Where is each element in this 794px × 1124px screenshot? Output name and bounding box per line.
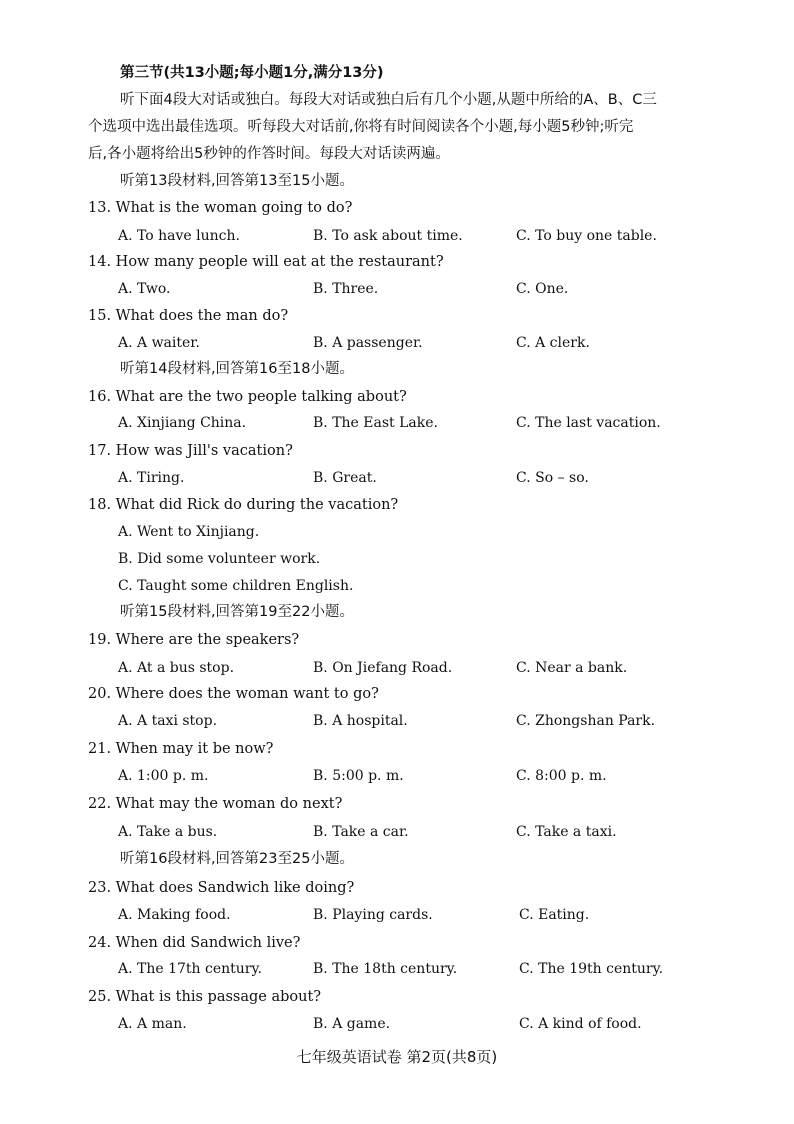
instruction-line: 个选项中选出最佳选项。听每段大对话前,你将有时间阅读各个小题,每小题5秒钟;听完 <box>88 119 634 135</box>
group-heading: 听第15段材料,回答第19至22小题。 <box>120 604 354 620</box>
option-c: C. The 19th century. <box>519 961 664 977</box>
option-c: C. The last vacation. <box>516 415 661 431</box>
question-stem: 21. When may it be now? <box>88 741 274 757</box>
group-heading: 听第14段材料,回答第16至18小题。 <box>120 361 354 377</box>
option-c: C. Taught some children English. <box>118 578 354 594</box>
option-b: B. To ask about time. <box>313 228 463 244</box>
question-stem: 22. What may the woman do next? <box>88 796 343 812</box>
option-a: A. The 17th century. <box>118 961 262 977</box>
option-b: B. 5:00 p. m. <box>313 768 404 784</box>
question-stem: 15. What does the man do? <box>88 308 289 324</box>
option-b: B. The 18th century. <box>313 961 458 977</box>
option-a: A. A taxi stop. <box>118 713 218 729</box>
question-stem: 18. What did Rick do during the vacation? <box>88 497 399 513</box>
option-a: A. Tiring. <box>118 470 185 486</box>
option-b: B. Three. <box>313 281 379 297</box>
option-c: C. So – so. <box>516 470 589 486</box>
option-b: B. A passenger. <box>313 335 423 351</box>
instruction-line: 听下面4段大对话或独白。每段大对话或独白后有几个小题,从题中所给的A、B、C三 <box>120 92 657 108</box>
option-c: C. One. <box>516 281 569 297</box>
option-b: B. Playing cards. <box>313 907 433 923</box>
question-stem: 14. How many people will eat at the restaurant? <box>88 254 444 270</box>
option-c: C. Zhongshan Park. <box>516 713 656 729</box>
option-a: A. A man. <box>118 1016 187 1032</box>
option-a: A. A waiter. <box>118 335 200 351</box>
option-c: C. Take a taxi. <box>516 824 617 840</box>
question-stem: 25. What is this passage about? <box>88 989 322 1005</box>
option-b: B. A hospital. <box>313 713 408 729</box>
option-c: C. A clerk. <box>516 335 590 351</box>
group-heading: 听第13段材料,回答第13至15小题。 <box>120 173 354 189</box>
option-c: C. Near a bank. <box>516 660 628 676</box>
option-a: A. Two. <box>118 281 171 297</box>
option-a: A. Making food. <box>118 907 231 923</box>
option-c: C. Eating. <box>519 907 590 923</box>
question-stem: 24. When did Sandwich live? <box>88 935 301 951</box>
option-b: B. A game. <box>313 1016 391 1032</box>
option-b: B. On Jiefang Road. <box>313 660 453 676</box>
section-title: 第三节(共13小题;每小题1分,满分13分) <box>120 65 384 81</box>
option-a: A. Xinjiang China. <box>118 415 247 431</box>
option-c: C. A kind of food. <box>519 1016 642 1032</box>
question-stem: 19. Where are the speakers? <box>88 632 300 648</box>
group-heading: 听第16段材料,回答第23至25小题。 <box>120 851 354 867</box>
question-stem: 13. What is the woman going to do? <box>88 200 353 216</box>
option-a: A. 1:00 p. m. <box>118 768 209 784</box>
option-b: B. Take a car. <box>313 824 409 840</box>
question-stem: 16. What are the two people talking about? <box>88 389 407 405</box>
option-a: A. At a bus stop. <box>118 660 235 676</box>
option-a: A. Went to Xinjiang. <box>118 524 260 540</box>
option-a: A. To have lunch. <box>118 228 240 244</box>
question-stem: 20. Where does the woman want to go? <box>88 686 379 702</box>
option-c: C. 8:00 p. m. <box>516 768 607 784</box>
instruction-line: 后,各小题将给出5秒钟的作答时间。每段大对话读两遍。 <box>88 146 450 162</box>
question-stem: 23. What does Sandwich like doing? <box>88 880 355 896</box>
question-stem: 17. How was Jill's vacation? <box>88 443 293 459</box>
option-c: C. To buy one table. <box>516 228 657 244</box>
option-b: B. Did some volunteer work. <box>118 551 321 567</box>
option-b: B. The East Lake. <box>313 415 438 431</box>
page-footer: 七年级英语试卷 第2页(共8页) <box>296 1048 498 1066</box>
option-a: A. Take a bus. <box>118 824 218 840</box>
option-b: B. Great. <box>313 470 377 486</box>
